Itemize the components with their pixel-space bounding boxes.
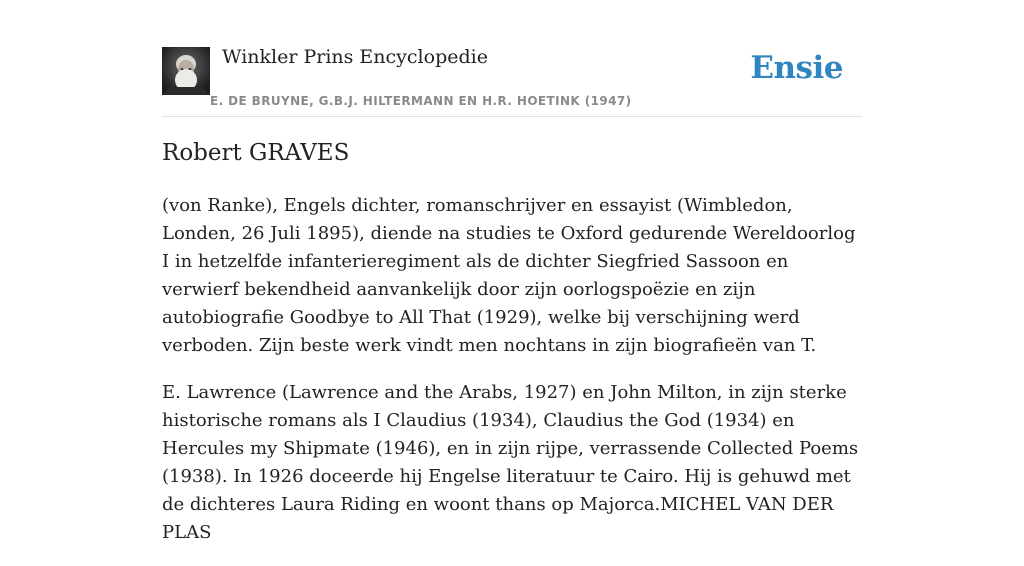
- brand-logo[interactable]: Ensie: [750, 50, 843, 86]
- portrait-avatar-icon[interactable]: [162, 47, 210, 95]
- authors-line: E. DE BRUYNE, G.B.J. HILTERMANN EN H.R. HOETINK (1947): [210, 94, 632, 108]
- article-body: [162, 192, 862, 566]
- article-paragraph: (von Ranke), Engels dichter, romanschrijver en essayist (Wimbledon, Londen, 26 Juli 1895), diende na studies te Oxford gedurende Wereldoorlog I in hetzelfde infanterieregiment als de dichter Siegfried Sassoon en verwierf bekendheid aanvankelijk door zijn oorlogspoëzie en zijn autobiografie Goodbye to All That (1929), welke bij verschijning werd verboden. Zijn beste werk vindt men nochtans in zijn biografieën van T.: [162, 195, 856, 356]
- page: [162, 0, 862, 543]
- source-title[interactable]: Winkler Prins Encyclopedie: [222, 46, 488, 68]
- article-title: Robert GRAVES: [162, 140, 350, 166]
- header: [162, 0, 862, 117]
- article-paragraph: E. Lawrence (Lawrence and the Arabs, 1927) en John Milton, in zijn sterke historische romans als I Claudius (1934), Claudius the God (1934) en Hercules my Shipmate (1946), en in zijn rijpe, verrassende Collected Poems (1938). In 1926 doceerde hij Engelse literatuur te Cairo. Hij is gehuwd met de dichteres Laura Riding en woont thans op Majorca.MICHEL VAN DER PLAS: [162, 382, 859, 543]
